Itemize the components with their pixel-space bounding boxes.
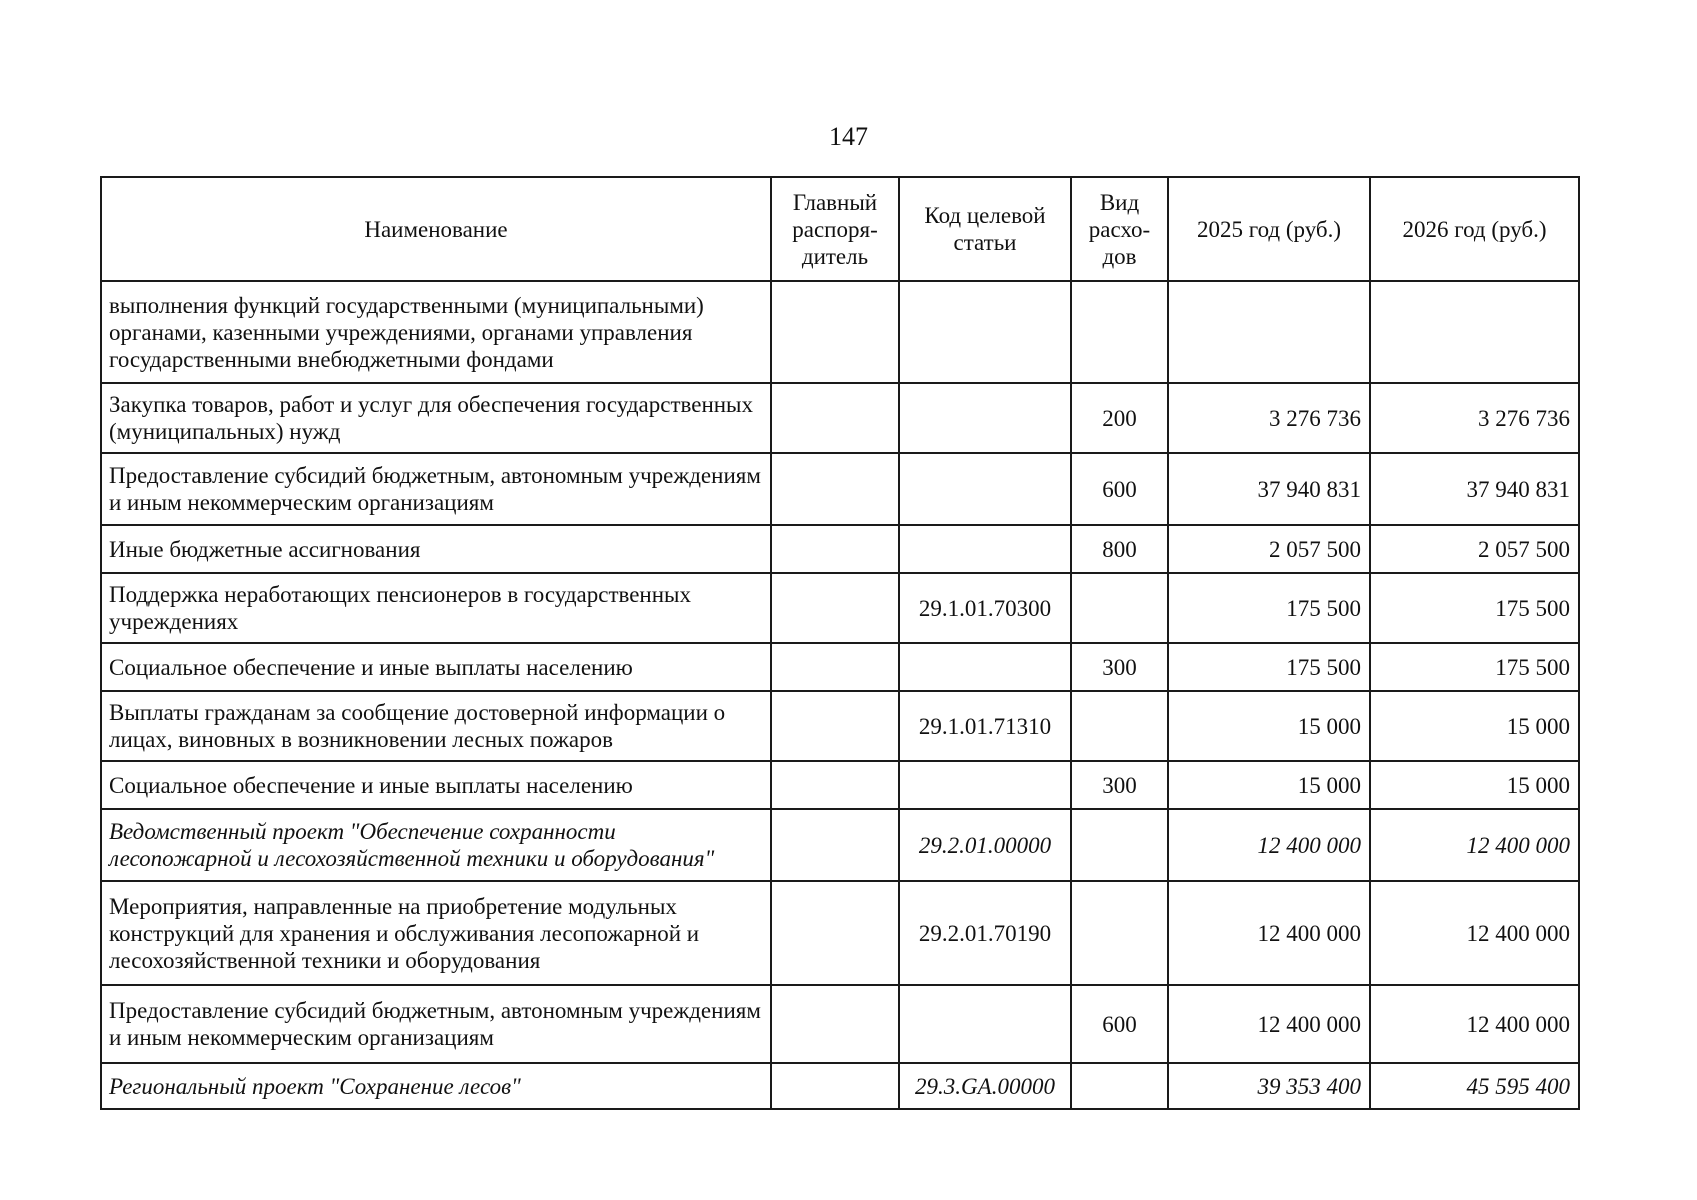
- cell-2026: 37 940 831: [1370, 453, 1579, 525]
- cell-2026: [1370, 281, 1579, 383]
- cell-2025: 15 000: [1168, 761, 1370, 809]
- cell-expense-type: [1071, 281, 1168, 383]
- cell-2026: 45 595 400: [1370, 1063, 1579, 1109]
- cell-name: Социальное обеспечение и иные выплаты населению: [101, 761, 771, 809]
- cell-manager: [771, 881, 899, 985]
- cell-name: Выплаты гражданам за сообщение достоверной информации о лицах, виновных в возникновении лесных пожаров: [101, 691, 771, 761]
- cell-code: [899, 525, 1071, 573]
- cell-2026: 175 500: [1370, 643, 1579, 691]
- cell-expense-type: [1071, 1063, 1168, 1109]
- table-header-row: [101, 177, 1579, 281]
- cell-code: 29.1.01.70300: [899, 573, 1071, 643]
- cell-code: [899, 643, 1071, 691]
- cell-2025: 15 000: [1168, 691, 1370, 761]
- header-code: Код целевой статьи: [899, 177, 1071, 281]
- table-row: [101, 383, 1579, 453]
- table-row: [101, 573, 1579, 643]
- cell-2025: 175 500: [1168, 573, 1370, 643]
- cell-manager: [771, 383, 899, 453]
- cell-manager: [771, 525, 899, 573]
- cell-name: Ведомственный проект "Обеспечение сохранности лесопожарной и лесохозяйственной техники и оборудования": [101, 809, 771, 881]
- cell-manager: [771, 643, 899, 691]
- cell-name: Закупка товаров, работ и услуг для обеспечения государственных (муниципальных) нужд: [101, 383, 771, 453]
- cell-2026: 3 276 736: [1370, 383, 1579, 453]
- budget-table: [100, 176, 1580, 1110]
- cell-2025: 12 400 000: [1168, 985, 1370, 1063]
- cell-manager: [771, 985, 899, 1063]
- table-row: [101, 691, 1579, 761]
- cell-name: Поддержка неработающих пенсионеров в государственных учреждениях: [101, 573, 771, 643]
- header-expense-type: Вид расхо-дов: [1071, 177, 1168, 281]
- cell-manager: [771, 1063, 899, 1109]
- table-body: [101, 281, 1579, 1109]
- cell-code: 29.1.01.71310: [899, 691, 1071, 761]
- cell-expense-type: [1071, 573, 1168, 643]
- header-2025: 2025 год (руб.): [1168, 177, 1370, 281]
- table-row: [101, 281, 1579, 383]
- cell-name: Иные бюджетные ассигнования: [101, 525, 771, 573]
- cell-2025: 39 353 400: [1168, 1063, 1370, 1109]
- header-manager: Главный распоря-дитель: [771, 177, 899, 281]
- cell-code: [899, 281, 1071, 383]
- cell-name: выполнения функций государственными (муниципальными) органами, казенными учреждениями, органами управления государственными внебюджетными фондами: [101, 281, 771, 383]
- header-name: Наименование: [101, 177, 771, 281]
- cell-manager: [771, 761, 899, 809]
- cell-manager: [771, 453, 899, 525]
- cell-expense-type: [1071, 691, 1168, 761]
- table-row: [101, 453, 1579, 525]
- cell-2026: 175 500: [1370, 573, 1579, 643]
- cell-2025: 12 400 000: [1168, 881, 1370, 985]
- cell-2026: 15 000: [1370, 691, 1579, 761]
- cell-2026: 15 000: [1370, 761, 1579, 809]
- cell-name: Предоставление субсидий бюджетным, автономным учреждениям и иным некоммерческим организациям: [101, 985, 771, 1063]
- cell-expense-type: 300: [1071, 643, 1168, 691]
- cell-code: [899, 761, 1071, 809]
- cell-2025: 37 940 831: [1168, 453, 1370, 525]
- cell-2026: 12 400 000: [1370, 881, 1579, 985]
- cell-expense-type: 600: [1071, 985, 1168, 1063]
- cell-name: Региональный проект "Сохранение лесов": [101, 1063, 771, 1109]
- cell-manager: [771, 691, 899, 761]
- cell-name: Мероприятия, направленные на приобретение модульных конструкций для хранения и обслуживания лесопожарной и лесохозяйственной техники и оборудования: [101, 881, 771, 985]
- table-row: [101, 881, 1579, 985]
- table-row: [101, 1063, 1579, 1109]
- cell-2026: 2 057 500: [1370, 525, 1579, 573]
- cell-expense-type: 300: [1071, 761, 1168, 809]
- cell-2025: 12 400 000: [1168, 809, 1370, 881]
- cell-name: Социальное обеспечение и иные выплаты населению: [101, 643, 771, 691]
- cell-2026: 12 400 000: [1370, 809, 1579, 881]
- cell-code: 29.2.01.00000: [899, 809, 1071, 881]
- cell-2025: 3 276 736: [1168, 383, 1370, 453]
- table-row: [101, 761, 1579, 809]
- cell-manager: [771, 573, 899, 643]
- cell-2025: 2 057 500: [1168, 525, 1370, 573]
- cell-expense-type: 600: [1071, 453, 1168, 525]
- table-row: [101, 643, 1579, 691]
- header-2026: 2026 год (руб.): [1370, 177, 1579, 281]
- page-number: 147: [829, 122, 868, 151]
- cell-expense-type: [1071, 881, 1168, 985]
- cell-manager: [771, 281, 899, 383]
- cell-2025: [1168, 281, 1370, 383]
- cell-code: [899, 453, 1071, 525]
- table-row: [101, 809, 1579, 881]
- cell-2026: 12 400 000: [1370, 985, 1579, 1063]
- cell-code: [899, 383, 1071, 453]
- table-row: [101, 985, 1579, 1063]
- cell-manager: [771, 809, 899, 881]
- cell-2025: 175 500: [1168, 643, 1370, 691]
- cell-name: Предоставление субсидий бюджетным, автономным учреждениям и иным некоммерческим организациям: [101, 453, 771, 525]
- cell-expense-type: 200: [1071, 383, 1168, 453]
- table-row: [101, 525, 1579, 573]
- cell-code: 29.2.01.70190: [899, 881, 1071, 985]
- cell-expense-type: [1071, 809, 1168, 881]
- cell-code: [899, 985, 1071, 1063]
- cell-expense-type: 800: [1071, 525, 1168, 573]
- cell-code: 29.3.GA.00000: [899, 1063, 1071, 1109]
